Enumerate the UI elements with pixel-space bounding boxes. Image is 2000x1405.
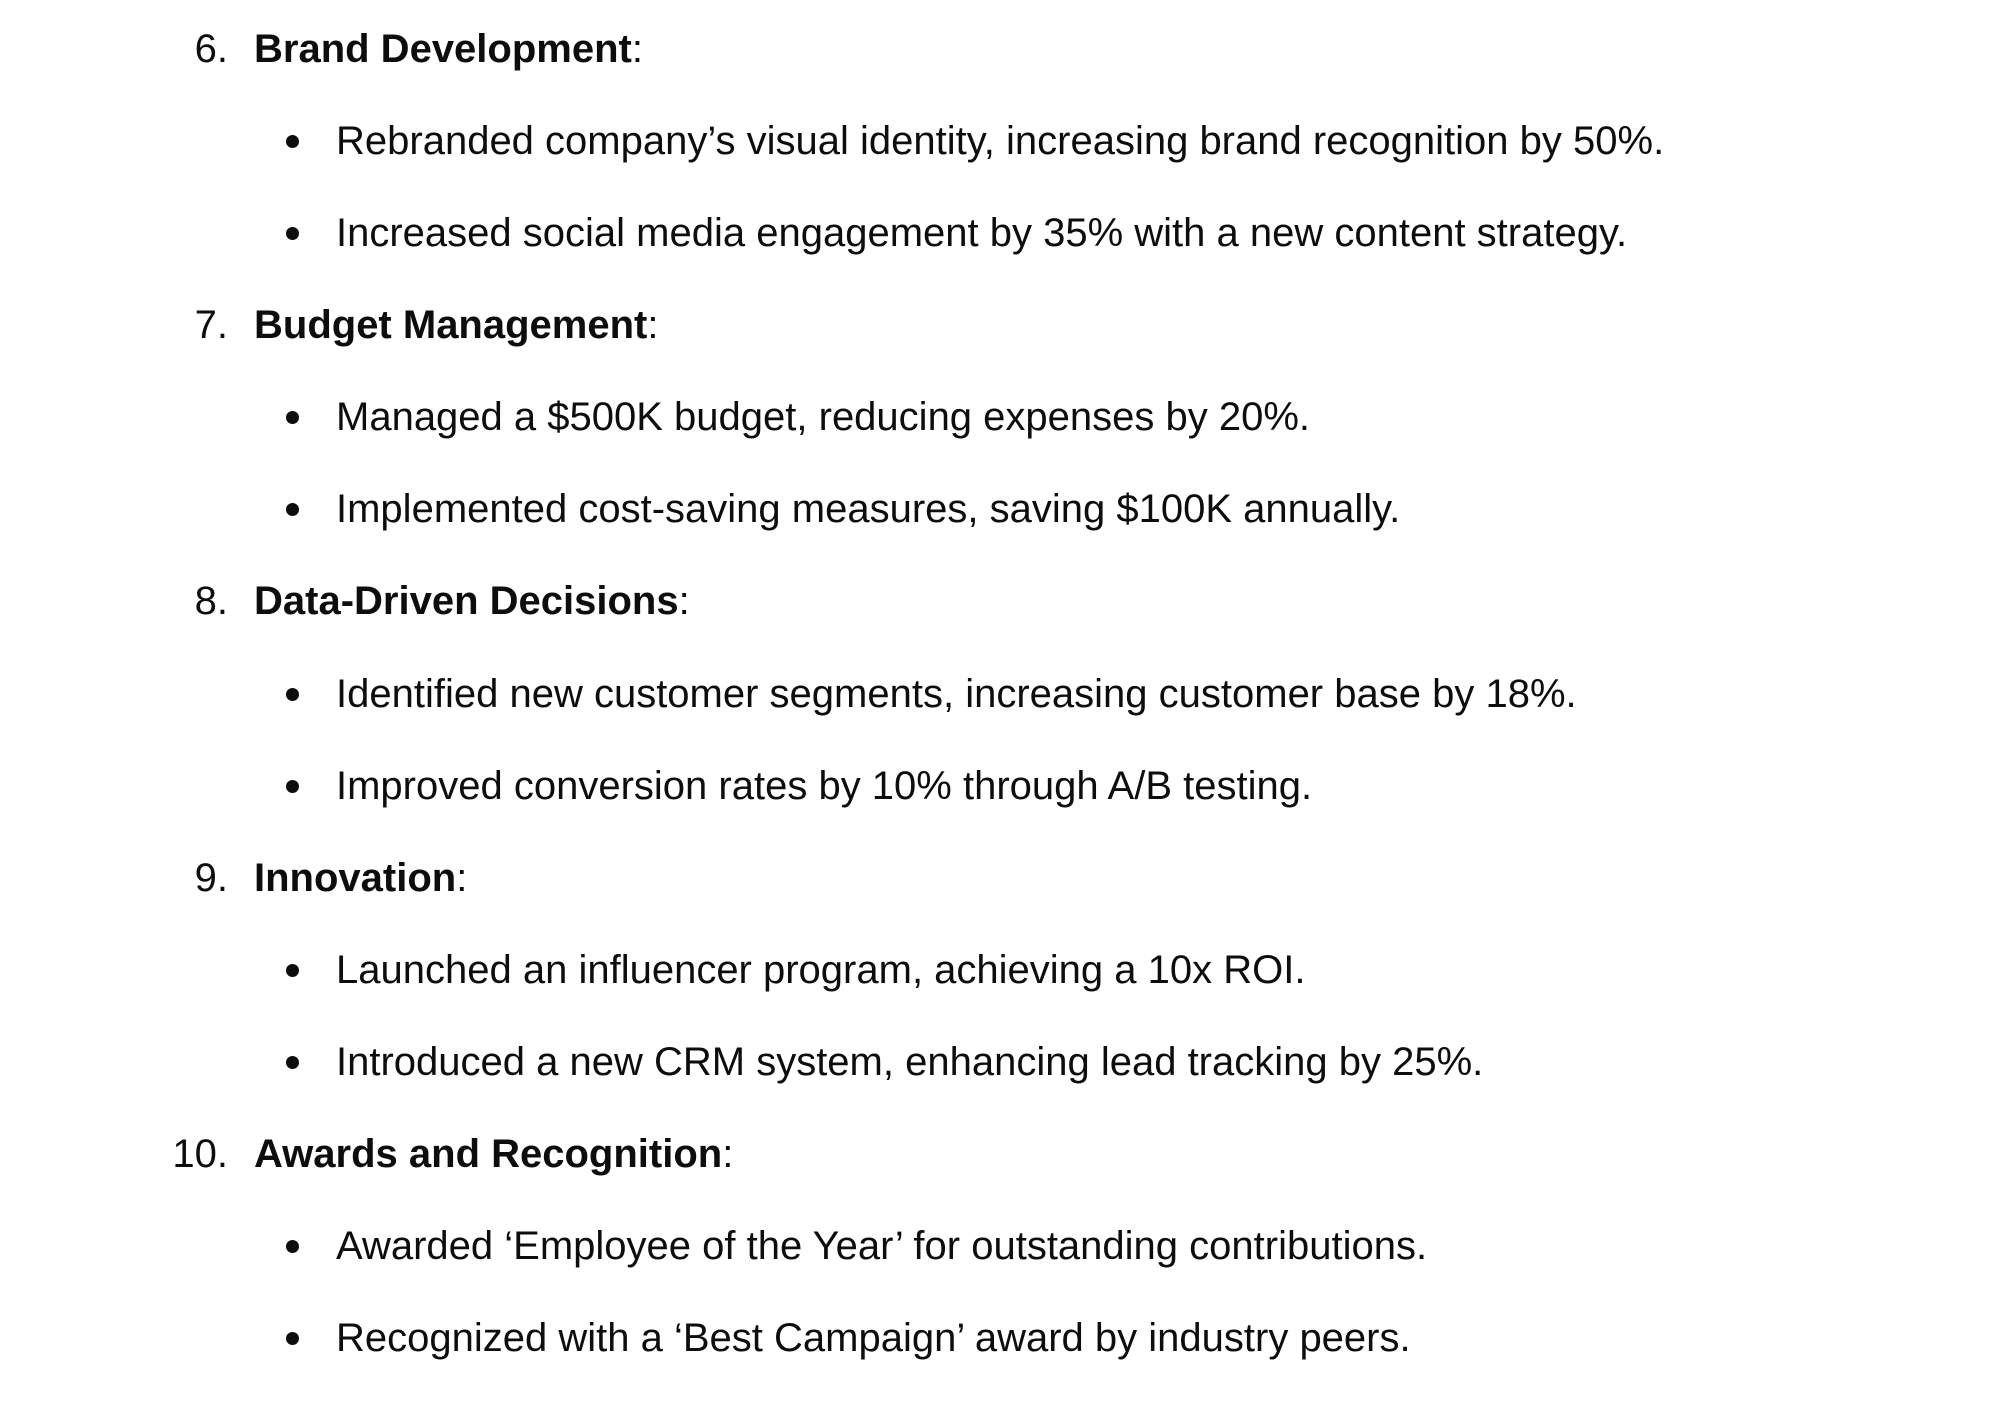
- bullet-dot: [286, 135, 299, 148]
- bullet-text: Rebranded company’s visual identity, increasing brand recognition by 50%.: [336, 119, 1665, 163]
- bullet-dot: [286, 688, 299, 701]
- section-heading: [254, 854, 467, 902]
- bullet-text: Improved conversion rates by 10% through A/B testing.: [336, 764, 1313, 808]
- bullet-item: [0, 485, 2000, 533]
- bullet-text: Identified new customer segments, increasing customer base by 18%.: [336, 672, 1577, 716]
- bullet-item: [0, 1038, 2000, 1086]
- list-number: 6.: [194, 27, 228, 71]
- heading-colon: :: [631, 27, 643, 71]
- bullet-dot: [286, 1056, 299, 1069]
- bullet-text: Increased social media engagement by 35% with a new content strategy.: [336, 211, 1628, 255]
- bullet-dot: [286, 1332, 299, 1345]
- section-heading: [254, 577, 690, 625]
- bullet-item: [0, 393, 2000, 441]
- bullet-item: [0, 209, 2000, 257]
- heading-colon: :: [647, 303, 659, 347]
- bullet-text: Awarded ‘Employee of the Year’ for outstanding contributions.: [336, 1224, 1428, 1268]
- section-title: Awards and Recognition: [254, 1132, 723, 1176]
- bullet-dot: [286, 1240, 299, 1253]
- bullet-text: Implemented cost-saving measures, saving $100K annually.: [336, 487, 1401, 531]
- bullet-item: [0, 946, 2000, 994]
- bullet-text: Managed a $500K budget, reducing expenses by 20%.: [336, 395, 1311, 439]
- heading-colon: :: [456, 856, 468, 900]
- bullet-dot: [286, 503, 299, 516]
- bullet-text: Recognized with a ‘Best Campaign’ award by industry peers.: [336, 1316, 1411, 1360]
- bullet-dot: [286, 411, 299, 424]
- bullet-item: [0, 1314, 2000, 1362]
- bullet-item: [0, 762, 2000, 810]
- list-number: 9.: [194, 856, 228, 900]
- bullet-dot: [286, 964, 299, 977]
- bullet-dot: [286, 780, 299, 793]
- section-heading: [254, 1130, 733, 1178]
- section-heading: [254, 25, 643, 73]
- section-title: Data-Driven Decisions: [254, 579, 679, 623]
- heading-colon: :: [678, 579, 690, 623]
- bullet-text: Launched an influencer program, achieving a 10x ROI.: [336, 948, 1306, 992]
- bullet-item: [0, 670, 2000, 718]
- list-number: 7.: [194, 303, 228, 347]
- bullet-item: [0, 117, 2000, 165]
- section-title: Budget Management: [254, 303, 648, 347]
- section-heading: [254, 301, 658, 349]
- section-title: Brand Development: [254, 27, 632, 71]
- heading-colon: :: [722, 1132, 734, 1176]
- section-title: Innovation: [254, 856, 457, 900]
- list-number: 10.: [172, 1132, 228, 1176]
- bullet-text: Introduced a new CRM system, enhancing lead tracking by 25%.: [336, 1040, 1484, 1084]
- list-number: 8.: [194, 579, 228, 623]
- bullet-dot: [286, 227, 299, 240]
- bullet-item: [0, 1222, 2000, 1270]
